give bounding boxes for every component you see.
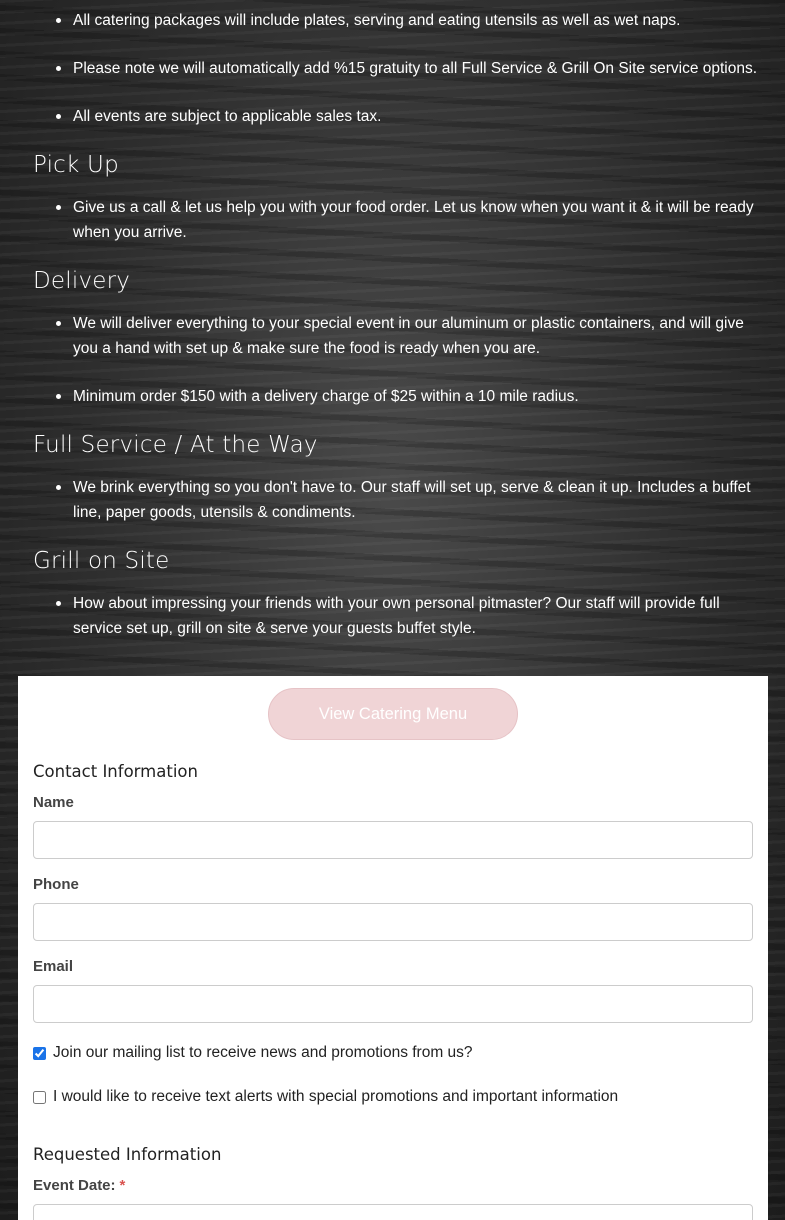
event-date-label (33, 1177, 125, 1194)
list-item: We brink everything so you don't have to. Our staff will set up, serve & clean it up. Includes a buffet line, paper goods, utensils & condiments. (33, 475, 763, 525)
requested-information-title: Requested Information (33, 1145, 222, 1164)
grill-bullet-list (33, 591, 763, 641)
contact-information-title: Contact Information (33, 762, 198, 781)
grill-heading: Grill on Site (33, 548, 170, 574)
list-item: Please note we will automatically add %15 gratuity to all Full Service & Grill On Site service options. (33, 56, 763, 81)
required-marker: * (119, 1177, 126, 1194)
full-service-bullet-list (33, 475, 763, 525)
email-input[interactable] (33, 985, 753, 1023)
phone-input[interactable] (33, 903, 753, 941)
list-item: All events are subject to applicable sales tax. (33, 104, 763, 129)
view-catering-menu-button[interactable]: View Catering Menu (268, 688, 518, 740)
text-alerts-label[interactable]: I would like to receive text alerts with special promotions and important information (53, 1088, 619, 1105)
intro-bullet-list (33, 8, 763, 129)
event-date-label-text: Event Date: (33, 1177, 116, 1194)
mailing-list-label[interactable]: Join our mailing list to receive news and promotions from us? (53, 1044, 473, 1061)
text-alerts-row[interactable] (33, 1088, 618, 1106)
list-item: We will deliver everything to your special event in our aluminum or plastic containers, and will give you a hand with set up & make sure the food is ready when you are. (33, 311, 763, 361)
pickup-bullet-list (33, 195, 763, 245)
delivery-heading: Delivery (33, 268, 131, 294)
list-item: All catering packages will include plates, serving and eating utensils as well as wet naps. (33, 8, 763, 33)
name-input[interactable] (33, 821, 753, 859)
delivery-bullet-list (33, 311, 763, 409)
list-item: Give us a call & let us help you with your food order. Let us know when you want it & it will be ready when you arrive. (33, 195, 763, 245)
full-service-heading: Full Service / At the Way (33, 432, 318, 458)
list-item: Minimum order $150 with a delivery charge of $25 within a 10 mile radius. (33, 384, 763, 409)
name-label: Name (33, 794, 74, 811)
phone-label: Phone (33, 876, 79, 893)
text-alerts-checkbox[interactable] (33, 1091, 46, 1104)
catering-form-panel (18, 676, 768, 1220)
mailing-list-checkbox[interactable] (33, 1047, 46, 1060)
event-date-input[interactable] (33, 1204, 753, 1220)
email-label: Email (33, 958, 74, 975)
pickup-heading: Pick Up (33, 152, 119, 178)
list-item: How about impressing your friends with your own personal pitmaster? Our staff will provide full service set up, grill on site & serve your guests buffet style. (33, 591, 763, 641)
mailing-list-row[interactable] (33, 1044, 473, 1062)
